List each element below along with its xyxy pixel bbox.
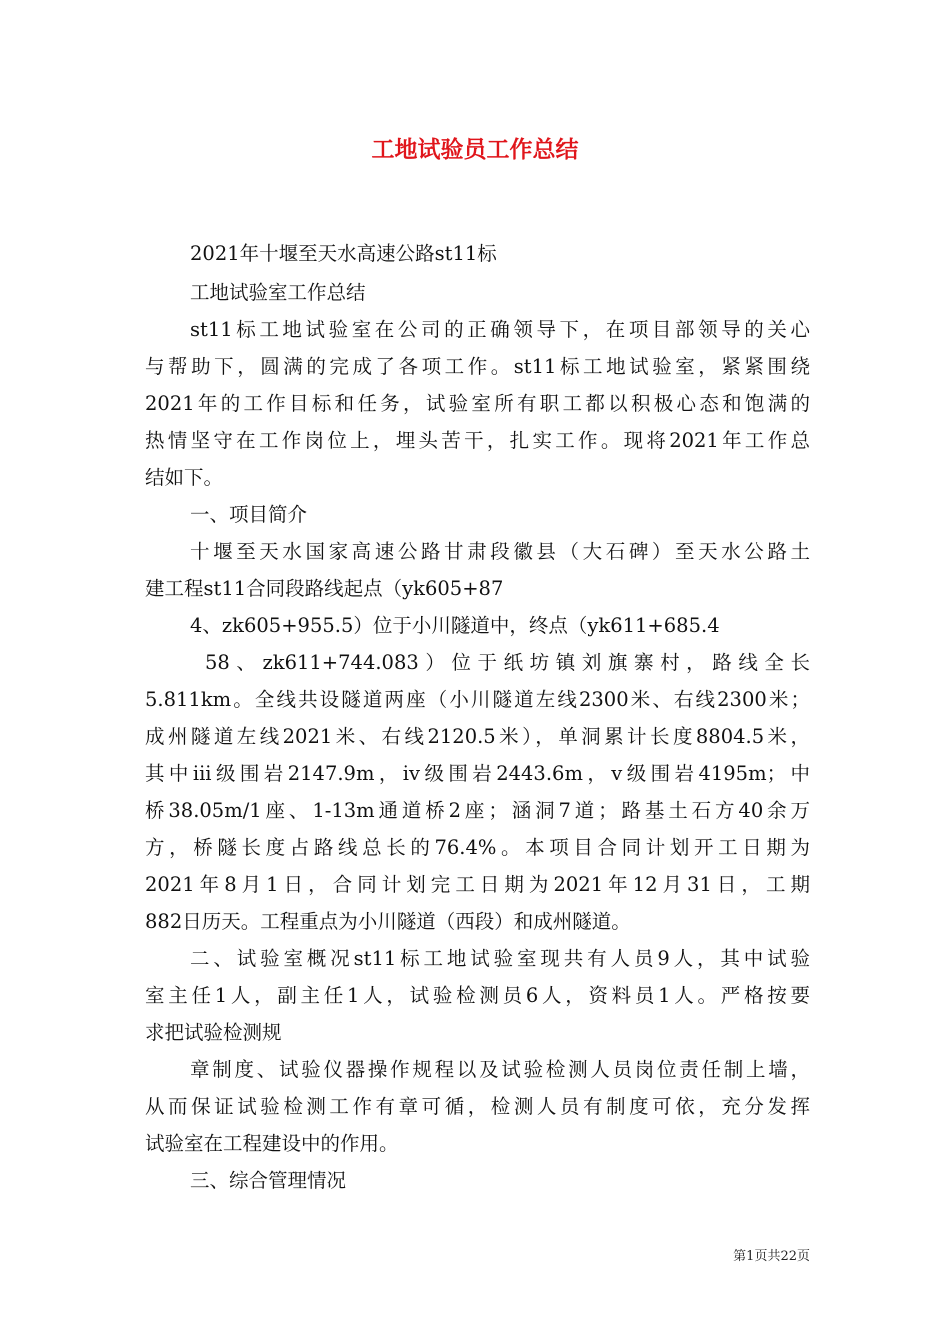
section-heading: 三、综合管理情况 [190,1169,347,1192]
text-line: 十堰至天水国家高速公路甘肃段徽县（大石碑）至天水公路土 [190,540,810,563]
text-line: 试验室在工程建设中的作用。 [145,1132,399,1155]
text-line: 工地试验室工作总结 [190,281,366,304]
text-line: 建工程st11合同段路线起点（yk605+87 [145,577,504,600]
text-line: 章制度、试验仪器操作规程以及试验检测人员岗位责任制上墙， [190,1058,810,1081]
text-line: 4、zk605+955.5）位于小川隧道中，终点（yk611+685.4 [190,614,720,637]
text-line: 求把试验检测规 [145,1021,282,1044]
page-number: 第1页共22页 [733,1249,810,1264]
text-line: 从而保证试验检测工作有章可循，检测人员有制度可依，充分发挥 [145,1095,810,1118]
section-heading: 一、项目简介 [190,503,308,526]
text-line: 热情坚守在工作岗位上，埋头苦干，扎实工作。现将2021年工作总 [145,429,810,452]
text-line: 与帮助下，圆满的完成了各项工作。st11标工地试验室，紧紧围绕 [145,355,810,378]
text-line: 二、试验室概况st11标工地试验室现共有人员9人，其中试验 [190,947,810,970]
text-line: 其中iii级围岩2147.9m，iv级围岩2443.6m，v级围岩4195m；中 [145,762,810,785]
text-line: 室主任1人，副主任1人，试验检测员6人，资料员1人。严格按要 [145,984,810,1007]
text-line: 882日历天。工程重点为小川隧道（西段）和成州隧道。 [145,910,631,933]
text-line: 2021年的工作目标和任务，试验室所有职工都以积极心态和饱满的 [145,392,810,415]
text-line: 方，桥隧长度占路线总长的76.4%。本项目合同计划开工日期为 [145,836,810,859]
text-line: 结如下。 [145,466,224,489]
text-line: 桥38.05m/1座、1-13m通道桥2座；涵洞7道；路基土石方40余万 [145,799,810,822]
text-line: 5.811km。全线共设隧道两座（小川隧道左线2300米、右线2300米； [145,688,810,711]
text-line: 成州隧道左线2021米、右线2120.5米），单洞累计长度8804.5米， [145,725,810,748]
document-title: 工地试验员工作总结 [371,136,579,163]
text-line: 2021年8月1日，合同计划完工日期为2021年12月31日，工期 [145,873,810,896]
text-line: 2021年十堰至天水高速公路st11标 [190,242,497,265]
text-line: st11标工地试验室在公司的正确领导下，在项目部领导的关心 [190,318,810,341]
text-line: 58、zk611+744.083）位于纸坊镇刘旗寨村，路线全长 [205,651,810,674]
